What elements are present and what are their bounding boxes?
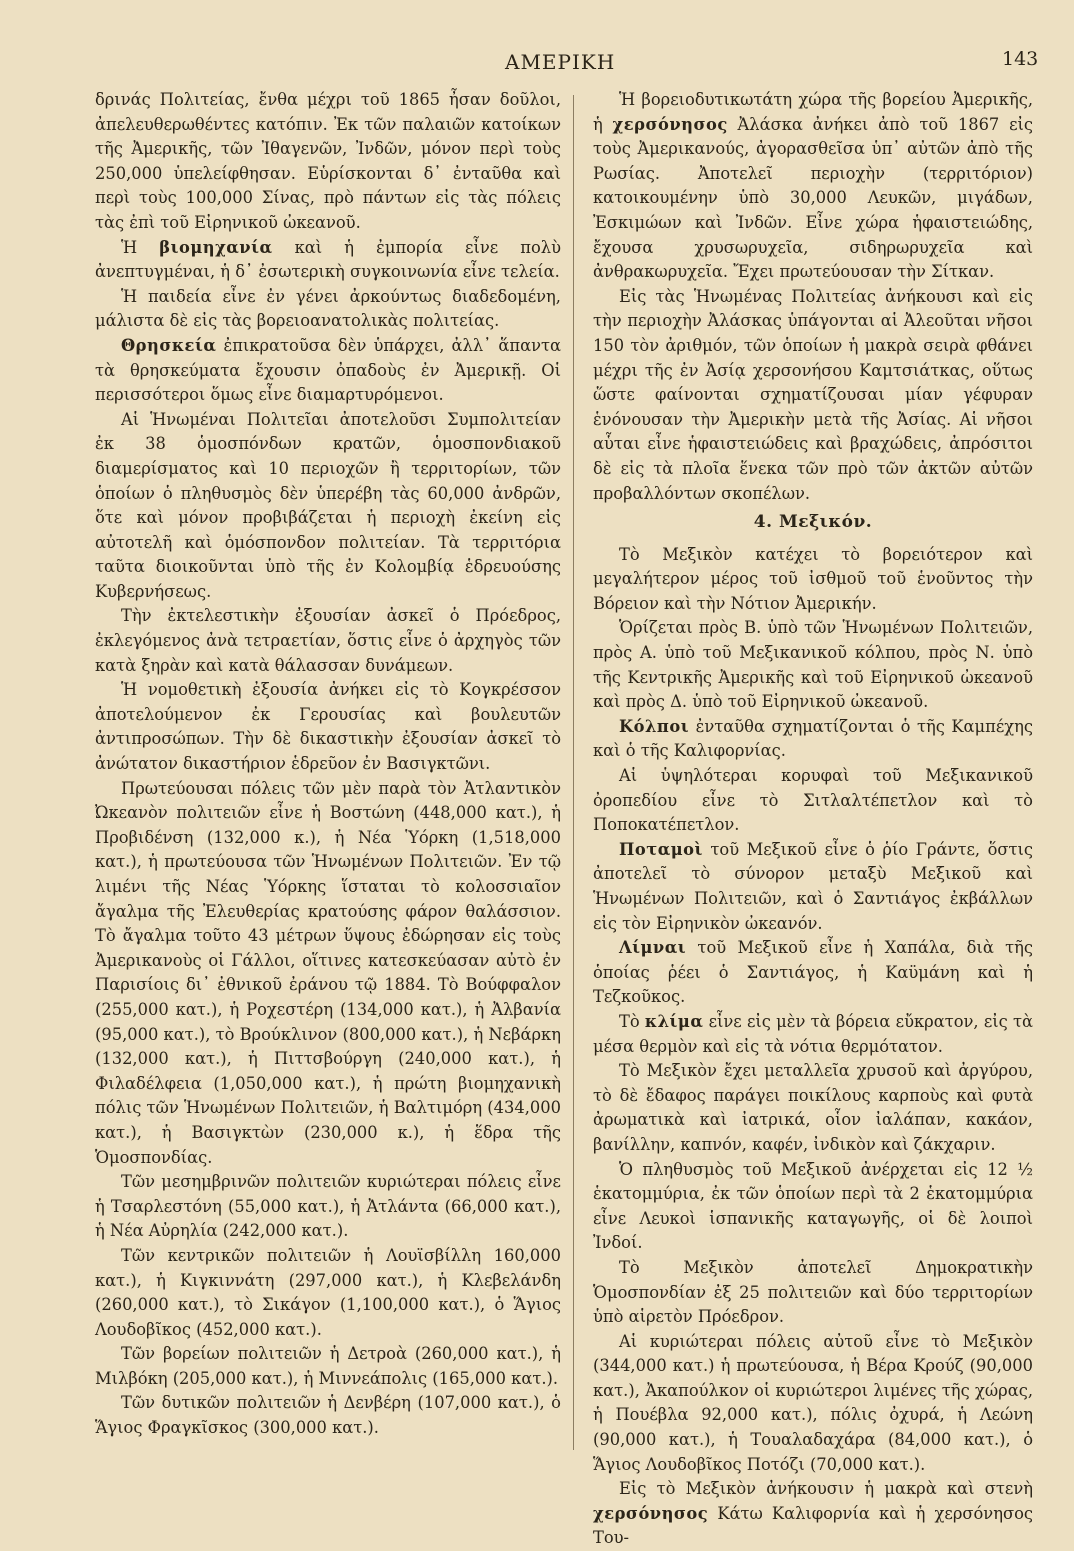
paragraph: Αἱ κυριώτεραι πόλεις αὐτοῦ εἶνε τὸ Μεξικὸν (344,000 κατ.) ἡ πρωτεύουσα, ἡ Βέρα Κρούζ (90,000 κατ.), Ἀκαπούλκον οἱ κυριώτεροι λιμένες τῆς χώρας, ἡ Πουέβλα 92,000 κατ.), πόλις ὀχυρά, ἡ Λεώνη (90,000 κατ.), ἡ Τουαλαδαχάρα (84,000 κατ.), ὁ Ἅγιος Λουδοβῖκος Ποτόζι (70,000 κατ.). [593,1331,1033,1474]
paragraph [593,88,1033,285]
paragraph: Αἱ ὑψηλότεραι κορυφαὶ τοῦ Μεξικανικοῦ ὀροπεδίου εἶνε τὸ Σιτλαλτέπετλον καὶ τὸ Ποποκατέπετλον. [593,766,1033,835]
keyword: Κόλποι [619,716,690,736]
paragraph-text: εἶνε εἰς μὲν τὰ βόρεια εὔκρατον, εἰς τὰ μέσα θερμὸν καὶ εἰς τὰ νότια θερμότατον. [593,1011,1034,1056]
right-column [593,88,1033,1551]
paragraph [593,936,1033,1010]
paragraph-text: Κάτω Καλιφορνία καὶ ἡ χερσόνησος Του- [593,1503,1033,1548]
keyword: Λίμναι [619,938,687,958]
paragraph [95,236,561,285]
paragraph: δρινάς Πολιτείας, ἔνθα μέχρι τοῦ 1865 ἦσαν δοῦλοι, ἀπελευθερωθέντες κατόπιν. Ἐκ τῶν παλαιῶν κατοίκων τῆς Ἀμερικῆς, τῶν Ἰθαγενῶν, Ἰνδῶν, μόνον περὶ τοὺς 250,000 ὑπελείφθησαν. Εὑρίσκονται δ᾽ ἐνταῦθα καὶ περὶ τοὺς 100,000 Σίνας, πρὸ πάντων εἰς τὰς πόλεις τὰς ἐπὶ τοῦ Εἰρηνικοῦ ὠκεανοῦ. [95,90,561,232]
column-divider [573,95,574,1450]
paragraph: Τὸ Μεξικὸν ἔχει μεταλλεῖα χρυσοῦ καὶ ἀργύρου, τὸ δὲ ἔδαφος παράγει ποικίλους καρποὺς καὶ φυτὰ ἀρωματικὰ καὶ ἰατρικά, οἷον ἰαλάπαν, κακάον, βανίλλην, καπνόν, καφέν, ἰνδικὸν καὶ ζάκχαριν. [593,1061,1033,1154]
paragraph [593,1477,1033,1551]
paragraph-text: ἐπικρατοῦσα δὲν ὑπάρχει, ἀλλ᾽ ἅπαντα τὰ θρησκεύματα ἔχουσιν ὀπαδοὺς ἐν Ἀμερικῇ. Οἱ περισσότεροι ὅμως εἶνε διαμαρτυρόμενοι. [95,335,561,405]
section-heading: 4. Μεξικόν. [753,512,873,533]
paragraph [593,1010,1033,1059]
paragraph-lead: Εἰς τὸ Μεξικὸν ἀνήκουσιν ἡ μακρὰ καὶ στενὴ [619,1479,1033,1499]
keyword: χερσόνησος [593,1503,709,1523]
paragraph: Τὸ Μεξικὸν ἀποτελεῖ Δημοκρατικὴν Ὁμοσπονδίαν ἐξ 25 πολιτειῶν καὶ δύο τερριτορίων ὑπὸ αἱρετὸν Πρόεδρον. [593,1257,1033,1327]
paragraph: Τῶν δυτικῶν πολιτειῶν ἡ Δενβέρη (107,000 κατ.), ὁ Ἅγιος Φραγκῖσκος (300,000 κατ.). [95,1393,561,1438]
left-column [95,88,561,1441]
paragraph-text: καὶ ἡ ἐμπορία εἶνε πολὺ ἀνεπτυγμέναι, ἡ δ᾽ ἐσωτερικὴ συγκοινωνία εἶνε τελεία. [95,237,561,282]
paragraph [593,715,1033,764]
paragraph-text: τοῦ Μεξικοῦ εἶνε ἡ Χαπάλα, διὰ τῆς ὁποίας ῥέει ὁ Σαντιάγος, ἡ Καϋμάνη καὶ ἡ Τεζκοῦκος. [593,938,1033,1007]
paragraph-text: τοῦ Μεξικοῦ εἶνε ὁ ῥίο Γράντε, ὅστις ἀποτελεῖ τὸ σύνορον μεταξὺ Μεξικοῦ καὶ Ἡνωμένων Πολιτειῶν, καὶ ὁ Σαντιάγος ἐκβάλλων εἰς τὸν Εἰρηνικὸν ὠκεανόν. [593,839,1033,933]
paragraph [593,838,1033,936]
paragraph: Ἡ νομοθετικὴ ἐξουσία ἀνήκει εἰς τὸ Κογκρέσσον ἀποτελούμενον ἐκ Γερουσίας καὶ βουλευτῶν ἀντιπροσώπων. Τὴν δὲ δικαστικὴν ἐξουσίαν ἀσκεῖ τὸ ἀνώτατον δικαστήριον ἑδρεῦον ἐν Βασιγκτῶνι. [95,680,561,774]
paragraph: Τῶν κεντρικῶν πολιτειῶν ἡ Λουϊσβίλλη 160,000 κατ.), ἡ Κιγκιννάτη (297,000 κατ.), ἡ Κλεβελάνδη (260,000 κατ.), τὸ Σικάγον (1,100,000 κατ.), ὁ Ἅγιος Λουδοβῖκος (452,000 κατ.). [95,1245,561,1339]
keyword: Ποταμοὶ [619,839,703,859]
paragraph: Εἰς τὰς Ἡνωμένας Πολιτείας ἀνήκουσι καὶ εἰς τὴν περιοχὴν Ἀλάσκας ὑπάγονται αἱ Ἀλεοῦται νῆσοι 150 τὸν ἀριθμόν, τῶν ὁποίων ἡ μακρὰ σειρὰ φθάνει μέχρι τῆς ἐν Ἀσίᾳ χερσονήσου Καμτσιάτκας, οὕτως ὥστε φαίνονται σχηματίζουσαι μίαν γέφυραν ἑνόνουσαν τὴν Ἀμερικὴν μετὰ τῆς Ἀσίας. Αἱ νῆσοι αὗται εἶνε ἡφαιστειώδεις καὶ βραχώδεις, ἀπρόσιτοι δὲ εἰς τὰ πλοῖα ἕνεκα τῶν πρὸ τῶν ἀκτῶν αὐτῶν προβαλλόντων σκοπέλων. [593,286,1033,503]
paragraph: Τῶν μεσημβρινῶν πολιτειῶν κυριώτεραι πόλεις εἶνε ἡ Τσαρλεστόνη (55,000 κατ.), ἡ Ἀτλάντα (66,000 κατ.), ἡ Νέα Αὐρηλία (242,000 κατ.). [95,1172,561,1241]
paragraph: Ἡ παιδεία εἶνε ἐν γένει ἀρκούντως διαδεδομένη, μάλιστα δὲ εἰς τὰς βορειοανατολικὰς πολιτείας. [95,286,561,331]
page-number: 143 [1002,48,1039,70]
paragraph-lead: Ἡ [121,237,160,257]
keyword: χερσόνησος [612,114,728,134]
running-title: ΑΜΕΡΙΚΗ [505,50,616,74]
paragraph: Πρωτεύουσαι πόλεις τῶν μὲν παρὰ τὸν Ἀτλαντικὸν Ὠκεανὸν πολιτειῶν εἶνε ἡ Βοστώνη (448,000 κατ.), ἡ Προβιδένση (132,000 κ.), ἡ Νέα Ὑόρκη (1,518,000 κατ.), ἡ πρωτεύουσα τῶν Ἡνωμένων Πολιτειῶν. Ἐν τῷ λιμένι τῆς Νέας Ὑόρκης ἵσταται τὸ κολοσσιαῖον ἄγαλμα τῆς Ἐλευθερίας κρατούσης φάρον θαλάσσιον. Τὸ ἄγαλμα τοῦτο 43 μέτρων ὕψους ἐδώρησαν εἰς τοὺς Ἀμερικανοὺς οἱ Γάλλοι, οἵτινες κατεσκεύασαν αὐτὸ ἐν Παρισίοις δι᾽ ἐθνικοῦ ἐράνου τῷ 1884. Τὸ Βούφφαλον (255,000 κατ.), ἡ Ροχεστέρη (134,000 κατ.), ἡ Ἀλβανία (95,000 κατ.), τὸ Βρούκλινον (800,000 κατ.), ἡ Νεβάρκη (132,000 κατ.), ἡ Πιττσβούργη (240,000 κατ.), ἡ Φιλαδέλφεια (1,050,000 κατ.), ἡ πρώτη βιομηχανικὴ πόλις τῶν Ἡνωμένων Πολιτειῶν, ἡ Βαλτιμόρη (434,000 κατ.), ἡ Βασιγκτὼν (230,000 κ.), ἡ ἕδρα τῆς Ὁμοσπονδίας. [95,778,561,1167]
paragraph: Αἱ Ἡνωμέναι Πολιτεῖαι ἀποτελοῦσι Συμπολιτείαν ἐκ 38 ὁμοσπόνδων κρατῶν, ὁμοσπονδιακοῦ διαμερίσματος καὶ 10 περιοχῶν ἢ τερριτορίων, τῶν ὁποίων ὁ πληθυσμὸς δὲν ὑπερέβη τὰς 60,000 ἀνδρῶν, ὅτε καὶ μόνον προβιβάζεται ἡ περιοχὴ ἐκείνη εἰς αὐτοτελῆ καὶ ὁμόσπονδον πολιτείαν. Τὰ τερριτόρια ταῦτα διοικοῦνται ὑπὸ τῆς ἐν Κολομβίᾳ ἑδρευούσης Κυβερνήσεως. [95,409,561,601]
paragraph-lead: Τὸ [619,1011,645,1031]
paragraph: Τὸ Μεξικὸν κατέχει τὸ βορειότερον καὶ μεγαλήτερον μέρος τοῦ ἰσθμοῦ τοῦ ἑνοῦντος τὴν Βόρειον καὶ τὴν Νότιον Ἀμερικήν. [593,544,1033,613]
paragraph-text: ἐνταῦθα σχηματίζονται ὁ τῆς Καμπέχης καὶ ὁ τῆς Καλιφορνίας. [593,716,1033,761]
paragraph: Τῶν βορείων πολιτειῶν ἡ Δετροὰ (260,000 κατ.), ἡ Μιλβόκη (205,000 κατ.), ἡ Μιννεάπολις (165,000 κατ.). [95,1344,561,1388]
paragraph-lead: Ἡ βορειοδυτικωτάτη χώρα τῆς βορείου Ἀμερικῆς, ἡ [593,90,1033,134]
paragraph [95,334,561,408]
keyword: βιομηχανία [159,237,273,257]
paragraph: Τὴν ἐκτελεστικὴν ἐξουσίαν ἀσκεῖ ὁ Πρόεδρος, ἐκλεγόμενος ἀνὰ τετραετίαν, ὅστις εἶνε ὁ ἀρχηγὸς τῶν κατὰ ξηρὰν καὶ κατὰ θάλασσαν δυνάμεων. [95,606,561,675]
paragraph: Ὁ πληθυσμὸς τοῦ Μεξικοῦ ἀνέρχεται εἰς 12 ½ ἑκατομμύρια, ἐκ τῶν ὁποίων περὶ τὰ 2 ἑκατομμύρια εἶνε Λευκοὶ ἱσπανικῆς καταγωγῆς, οἱ δὲ λοιποὶ Ἰνδοί. [593,1159,1033,1253]
paragraph-text: Ἀλάσκα ἀνήκει ἀπὸ τοῦ 1867 εἰς τοὺς Ἀμερικανούς, ἀγορασθεῖσα ὑπ᾽ αὐτῶν ἀπὸ τῆς Ρωσίας. Ἀποτελεῖ περιοχὴν (τερριτόριον) κατοικουμένην ὑπὸ 30,000 Λευκῶν, μιγάδων, Ἐσκιμώων καὶ Ἰνδῶν. Εἶνε χώρα ἡφαιστειώδης, ἔχουσα χρυσωρυχεῖα, σιδηρωρυχεῖα καὶ ἀνθρακωρυχεῖα. Ἔχει πρωτεύουσαν τὴν Σίτκαν. [593,114,1034,282]
page-header [0,44,1074,84]
keyword: Θρησκεία [121,335,217,355]
paragraph: Ὁρίζεται πρὸς Β. ὑπὸ τῶν Ἡνωμένων Πολιτειῶν, πρὸς Α. ὑπὸ τοῦ Μεξικανικοῦ κόλπου, πρὸς Ν. ὑπὸ τῆς Κεντρικῆς Ἀμερικῆς καὶ τοῦ Εἰρηνικοῦ ὠκεανοῦ καὶ πρὸς Δ. ὑπὸ τοῦ Εἰρηνικοῦ ὠκεανοῦ. [593,618,1033,712]
keyword: κλίμα [644,1011,704,1031]
